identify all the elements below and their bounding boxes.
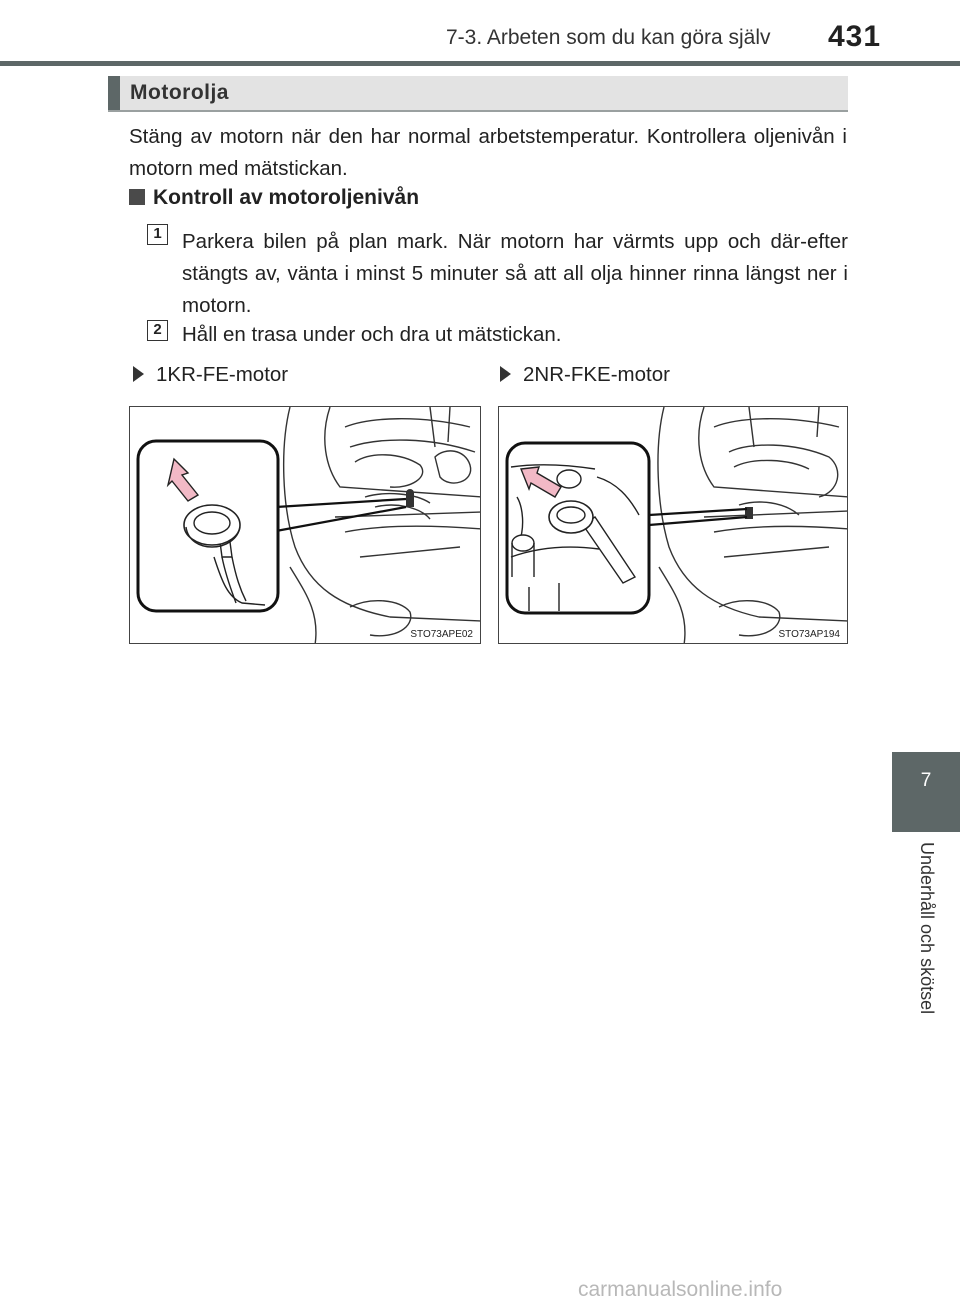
engine-illustration-1	[130, 407, 481, 644]
chapter-label: Underhåll och skötsel	[917, 842, 937, 1015]
subsection-heading	[129, 186, 419, 210]
figure-caption-1-text: 1KR-FE-motor	[156, 363, 289, 386]
figure-code-1: STO73APE02	[410, 629, 473, 640]
figure-code-2: STO73AP194	[778, 629, 840, 640]
engine-figure-2	[498, 406, 848, 644]
step-number-2: 2	[147, 320, 168, 341]
chapter-tab	[892, 752, 960, 832]
intro-paragraph: Stäng av motorn när den har normal arbetstemperatur. Kontrollera oljenivån i motorn med mätstickan.	[129, 125, 847, 180]
figure-caption-2-text: 2NR-FKE-motor	[523, 363, 670, 386]
square-bullet-icon	[129, 189, 145, 205]
section-title: Motorolja	[130, 81, 229, 104]
figure-caption-1	[133, 363, 288, 387]
subsection-title: Kontroll av motoroljenivån	[153, 186, 420, 209]
chapter-number: 7	[920, 770, 932, 791]
engine-illustration-2	[499, 407, 848, 644]
figure-caption-2	[500, 363, 670, 387]
triangle-bullet-icon	[133, 366, 144, 382]
page-number: 431	[828, 20, 882, 53]
step-number-1: 1	[147, 224, 168, 245]
triangle-bullet-icon	[500, 366, 511, 382]
section-header-bar	[108, 76, 848, 112]
section-marker	[108, 76, 120, 110]
step-text-1: Parkera bilen på plan mark. När motorn har värmts upp och där-efter stängts av, vänta i minst 5 minuter så att all olja hinner rinna längst ner i motorn.	[182, 230, 848, 317]
header-section-title: 7-3. Arbeten som du kan göra själv	[446, 26, 771, 49]
step-text-2: Håll en trasa under och dra ut mätstickan.	[182, 323, 562, 346]
watermark: carmanualsonline.info	[578, 1278, 783, 1301]
engine-figure-1	[129, 406, 481, 644]
header-rule	[0, 61, 960, 66]
